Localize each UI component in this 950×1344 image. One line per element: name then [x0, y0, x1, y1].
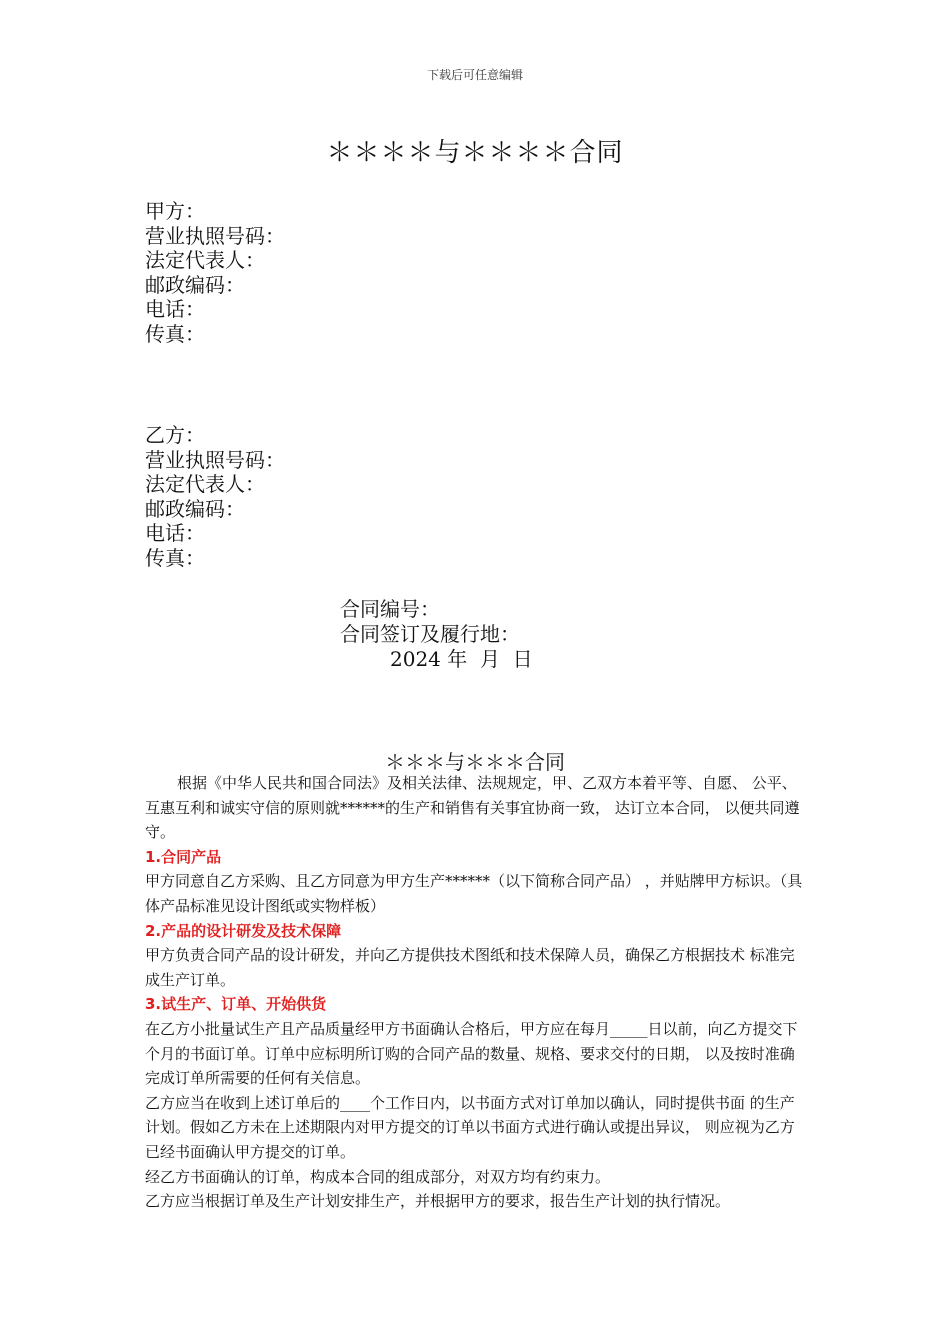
intro-paragraph: 根据《中华人民共和国合同法》及相关法律、法规规定，甲、乙双方本着平等、自愿、 公平、 互惠互利和诚实守信的原则就******的生产和销售有关事宜协商一致， 达订立本合同， 以便共同遵守。 [145, 774, 800, 842]
party-a-representative: 法定代表人： [145, 248, 265, 273]
party-b-license: 营业执照号码： [145, 447, 285, 472]
section-paragraph: 甲方同意自乙方采购、且乙方同意为甲方生产******（以下简称合同产品） ，并贴牌甲方标识。（具体产品标准见设计图纸或实物样板） [145, 872, 803, 915]
party-a-fax: 传真： [145, 321, 205, 346]
section-paragraph: 乙方应当在收到上述订单后的____个工作日内，以书面方式对订单加以确认，同时提供书面 的生产计划。假如乙方未在上述期限内对甲方提交的订单以书面方式进行确认或提出异议， 则应视为乙方已经书面确认甲方提交的订单。 [145, 1093, 795, 1161]
header-note: 下载后可任意编辑 [426, 68, 523, 82]
section-paragraph: 甲方负责合同产品的设计研发，并向乙方提供技术图纸和技术保障人员，确保乙方根据技术 标准完成生产订单。 [145, 946, 795, 989]
section-heading: 3.试生产、订单、开始供货 [145, 995, 327, 1014]
contract-date: 2024 年 月 日 [390, 647, 533, 671]
section-heading: 1.合同产品 [145, 847, 222, 866]
party-b-postcode: 邮政编码： [145, 496, 245, 521]
party-a-block [145, 199, 285, 347]
section-title: ＊＊＊与＊＊＊合同 [385, 750, 565, 774]
party-a-license: 营业执照号码： [145, 223, 285, 248]
section-paragraph: 在乙方小批量试生产且产品质量经甲方书面确认合格后，甲方应在每月_____日以前，向乙方提交下个月的书面订单。订单中应标明所订购的合同产品的数量、规格、要求交付的日期， 以及按时准确完成订单所需要的任何有关信息。 [145, 1019, 798, 1088]
party-b-phone: 电话： [145, 521, 205, 546]
contract-meta [340, 597, 533, 672]
party-a-postcode: 邮政编码： [145, 272, 245, 297]
party-b-representative: 法定代表人： [145, 472, 265, 497]
section-paragraph: 乙方应当根据订单及生产计划安排生产，并根据甲方的要求，报告生产计划的执行情况。 [145, 1192, 731, 1211]
contract-place: 合同签订及履行地： [340, 622, 520, 646]
section-heading: 2.产品的设计研发及技术保障 [145, 921, 342, 940]
party-a-name: 甲方： [145, 199, 205, 223]
section-paragraph: 经乙方书面确认的订单，构成本合同的组成部分，对双方均有约束力。 [145, 1167, 611, 1186]
contract-body [145, 771, 805, 1214]
contract-title: ＊＊＊＊与＊＊＊＊合同 [326, 138, 624, 168]
party-b-fax: 传真： [145, 545, 205, 570]
contract-number: 合同编号： [340, 597, 440, 621]
party-a-phone: 电话： [145, 297, 205, 322]
party-b-block [145, 423, 285, 571]
party-b-name: 乙方： [145, 423, 205, 447]
